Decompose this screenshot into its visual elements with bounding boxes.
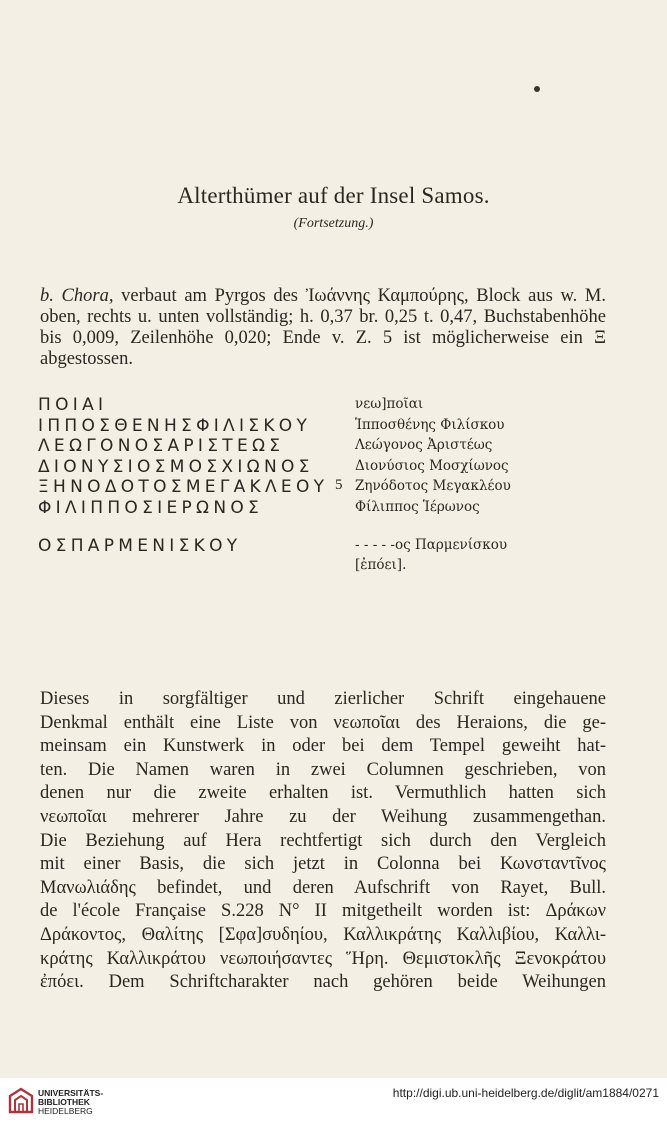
- source-url-link[interactable]: http://digi.ub.uni-heidelberg.de/diglit/am1884/0271: [392, 1086, 659, 1100]
- body-line: meinsam ein Kunstwerk in oder bei dem Tempel geweiht hat-: [40, 736, 606, 757]
- inscription-transcription: Λεώγονος Ἀριστέως: [355, 437, 493, 453]
- inscription-row: [38, 457, 638, 478]
- body-line: ten. Die Namen waren in zwei Columnen geschrieben, von: [40, 759, 606, 780]
- inscription-transcription: - - - - -ος Παρμενίσκου: [355, 537, 508, 553]
- body-line: de l'école Française S.228 N° II mitgetheilt worden ist: Δράκων: [40, 901, 606, 922]
- page-subtitle: (Fortsetzung.): [293, 216, 374, 231]
- inscription-block: [38, 395, 638, 577]
- intro-text: verbaut am Pyrgos des Ἰωάννης Καμπούρης, Block aus w. M. oben, rechts u. unten vollständig; h. 0,37 br. 0,25 t. 0,47, Buchstabenhöhe bis 0,009, Zeilenhöhe 0,020; Ende v. Z. 5 ist möglicherweise ein Ξ abgestossen.: [40, 286, 607, 369]
- inscription-epoei: [ἐπόει].: [355, 556, 407, 573]
- body-line: Dieses in sorgfältiger und zierlicher Schrift eingehauene: [40, 689, 606, 709]
- inscription-transcription: Διονύσιος Μοσχίωνος: [355, 457, 509, 474]
- body-text: [40, 688, 606, 995]
- body-line: Μανωλιάδης befindet, und deren Aufschrift von Rayet, Bull.: [40, 877, 606, 898]
- body-line: Δράκοντος, Θαλίτης [Σφα]συδηίου, Καλλικράτης Καλλιβίου, Καλλι-: [40, 924, 606, 945]
- inscription-row: [38, 436, 638, 457]
- inscription-capitals: ΞΗΝΟΔΟΤΟΣΜΕΓΑΚΛΕΟΥ: [38, 477, 329, 497]
- inscription-capitals: ΙΠΠΟΣΘΕΝΗΣΦΙΛΙΣΚΟΥ: [38, 415, 312, 436]
- inscription-capitals: ΠΟΙΑΙ: [38, 395, 108, 415]
- body-line: denen nur die zweite erhalten ist. Vermuthlich hatten sich: [40, 783, 606, 804]
- body-line: Die Beziehung auf Hera rechtfertigt sich durch den Vergleich: [40, 830, 606, 851]
- footer-bar: [0, 1078, 667, 1127]
- inscription-row: [38, 477, 638, 498]
- inscription-row: [38, 416, 638, 437]
- inscription-capitals: ΛΕΩΓΟΝΟΣΑΡΙΣΤΕΩΣ: [38, 436, 285, 456]
- library-name: UNIVERSITÄTS- BIBLIOTHEK HEIDELBERG: [38, 1088, 104, 1116]
- inscription-transcription: Ζηνόδοτος Μεγακλέου: [355, 478, 511, 494]
- body-line: κράτης Καλλικράτου νεωποιήσαντες Ἥρη. Θεμιστοκλῆς Ξενοκράτου: [40, 948, 606, 969]
- inscription-capitals: ΟΣΠΑΡΜΕΝΙΣΚΟΥ: [38, 536, 242, 556]
- body-line: Denkmal enthält eine Liste von νεωποῖαι des Heraions, die ge-: [40, 712, 606, 733]
- body-line: νεωποῖαι mehrerer Jahre zu der Weihung zusammengethan.: [40, 806, 606, 827]
- body-line: ἐπόει. Dem Schriftcharakter nach gehören beide Weihungen: [40, 972, 606, 993]
- inscription-row-last: [38, 536, 638, 557]
- body-line: mit einer Basis, die sich jetzt in Colonna bei Κωνσταντῖνος: [40, 854, 606, 875]
- inscription-capitals: ΔΙΟΝΥΣΙΟΣΜΟΣΧΙΩΝΟΣ: [38, 456, 314, 477]
- inscription-row: [38, 395, 638, 416]
- inscription-transcription: Φίλιππος Ἱέρωνος: [355, 498, 480, 515]
- inscription-row: [38, 498, 638, 519]
- inscription-capitals: ΦΙΛΙΠΠΟΣΙΕΡΩΝΟΣ: [38, 497, 264, 518]
- inscription-transcription: Ἱπποσθένης Φιλίσκου: [355, 416, 505, 433]
- inscription-transcription: νεω]ποῖαι: [355, 396, 424, 412]
- library-logo-icon[interactable]: [6, 1086, 36, 1116]
- page-title: Alterthümer auf der Insel Samos.: [177, 183, 490, 208]
- intro-label: b. Chora,: [40, 286, 114, 306]
- page-mark-dot: [534, 86, 540, 92]
- intro-paragraph: [40, 286, 606, 370]
- inscription-row-epoei: [38, 557, 638, 578]
- line-number: 5: [335, 477, 343, 493]
